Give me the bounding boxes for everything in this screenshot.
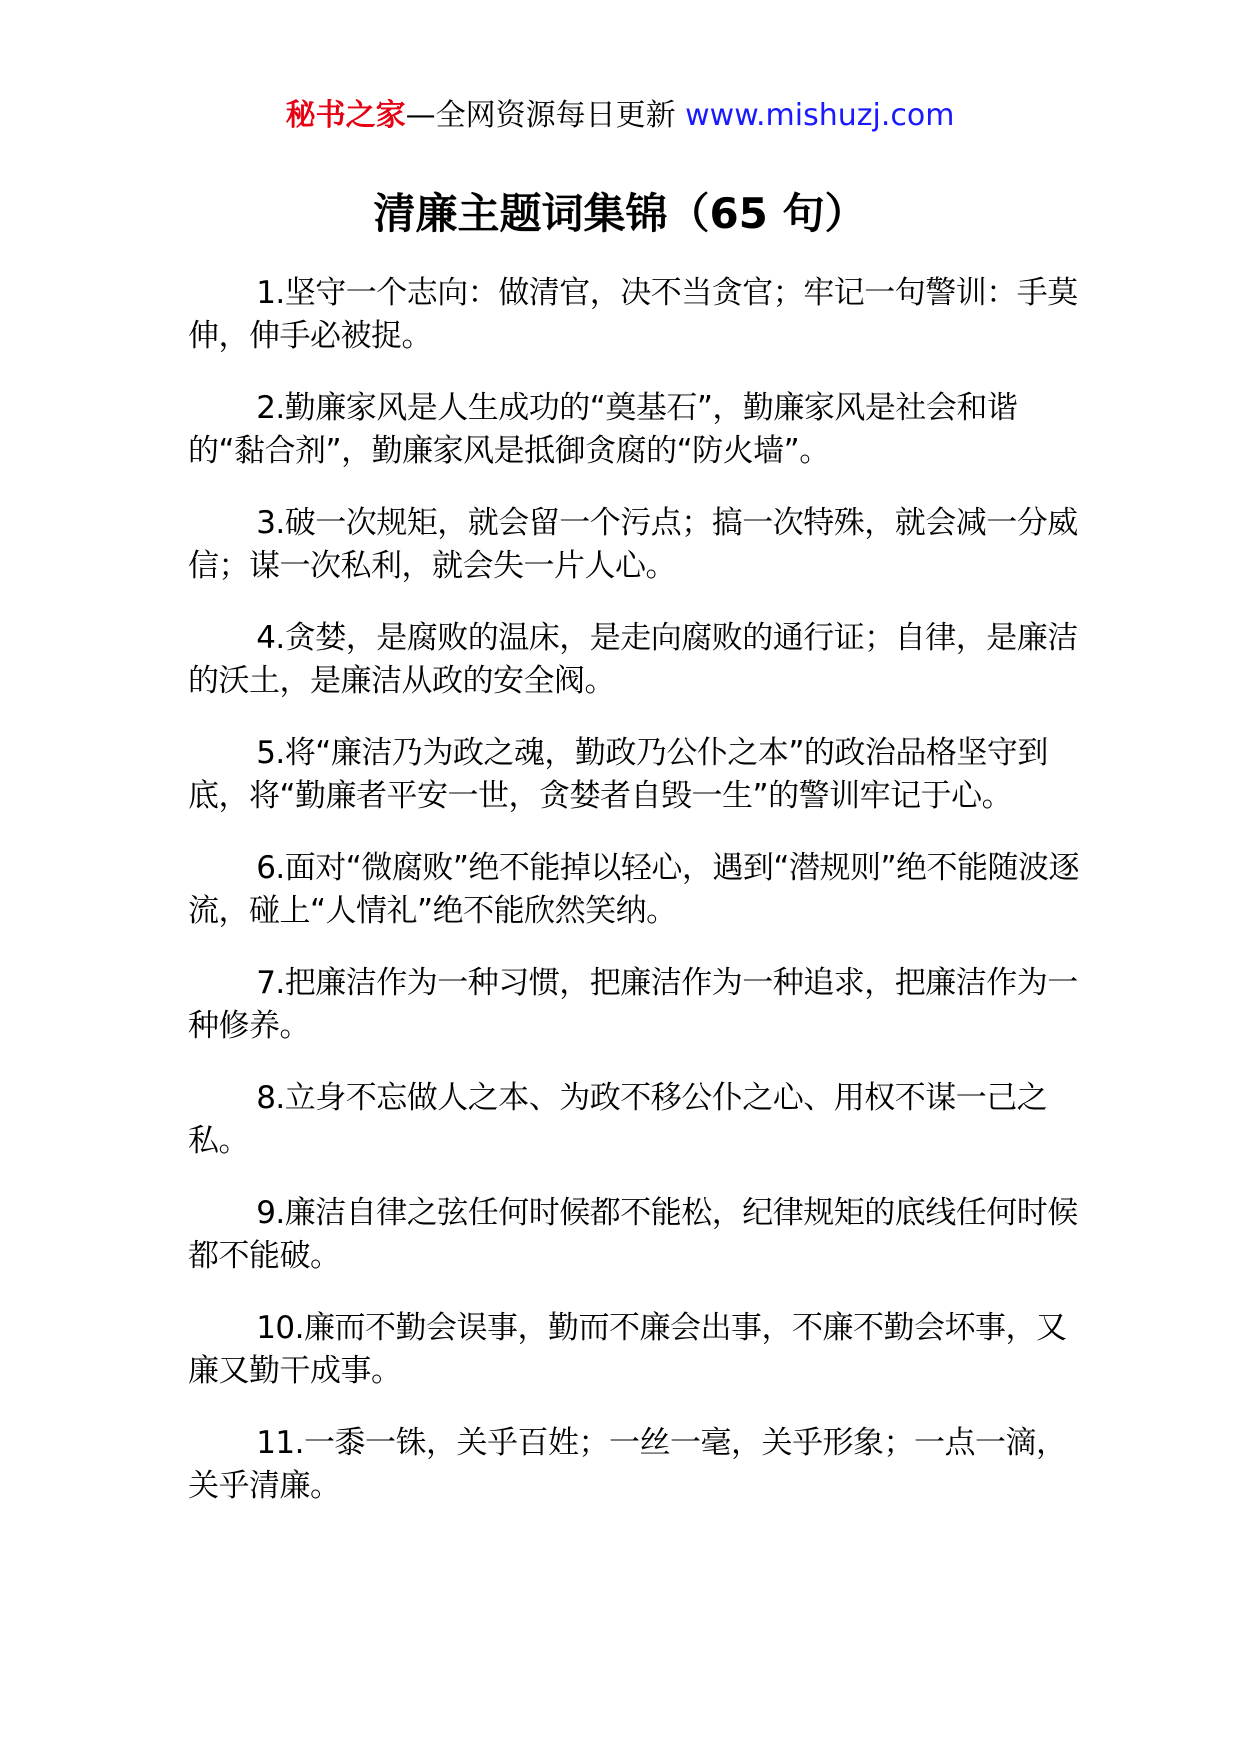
list-item: 9.廉洁自律之弦任何时候都不能松，纪律规矩的底线任何时候都不能破。 (188, 1195, 1078, 1274)
list-item: 1.坚守一个志向：做清官，决不当贪官；牢记一句警训：手莫伸，伸手必被捉。 (188, 275, 1078, 354)
list-item: 6.面对“微腐败”绝不能掉以轻心，遇到“潜规则”绝不能随波逐流，碰上“人情礼”绝不能欣然笑纳。 (188, 850, 1080, 929)
list-item: 8.立身不忘做人之本、为政不移公仆之心、用权不谋一己之私。 (188, 1080, 1048, 1159)
list-item: 7.把廉洁作为一种习惯，把廉洁作为一种追求，把廉洁作为一种修养。 (188, 965, 1078, 1044)
site-brand: 秘书之家 (285, 98, 406, 133)
list-item: 11.一黍一铢，关乎百姓；一丝一毫，关乎形象；一点一滴，关乎清廉。 (188, 1425, 1067, 1504)
site-url-link[interactable]: www.mishuzj.com (685, 98, 955, 133)
site-header (0, 96, 1240, 136)
site-slogan: —全网资源每日更新 (405, 98, 686, 133)
list-item: 10.廉而不勤会误事，勤而不廉会出事，不廉不勤会坏事，又廉又勤干成事。 (188, 1310, 1067, 1389)
list-item: 3.破一次规矩，就会留一个污点；搞一次特殊，就会减一分威信；谋一次私利，就会失一片人心。 (188, 505, 1078, 584)
quote-list (188, 272, 1080, 1537)
list-item: 4.贪婪，是腐败的温床，是走向腐败的通行证；自律，是廉洁的沃土，是廉洁从政的安全阀。 (188, 620, 1078, 699)
list-item: 2.勤廉家风是人生成功的“奠基石”，勤廉家风是社会和谐的“黏合剂”，勤廉家风是抵御贪腐的“防火墙”。 (188, 390, 1018, 469)
page-title: 清廉主题词集锦（65 句） (373, 189, 867, 238)
list-item: 5.将“廉洁乃为政之魂，勤政乃公仆之本”的政治品格坚守到底，将“勤廉者平安一世，贪婪者自毁一生”的警训牢记于心。 (188, 735, 1048, 814)
